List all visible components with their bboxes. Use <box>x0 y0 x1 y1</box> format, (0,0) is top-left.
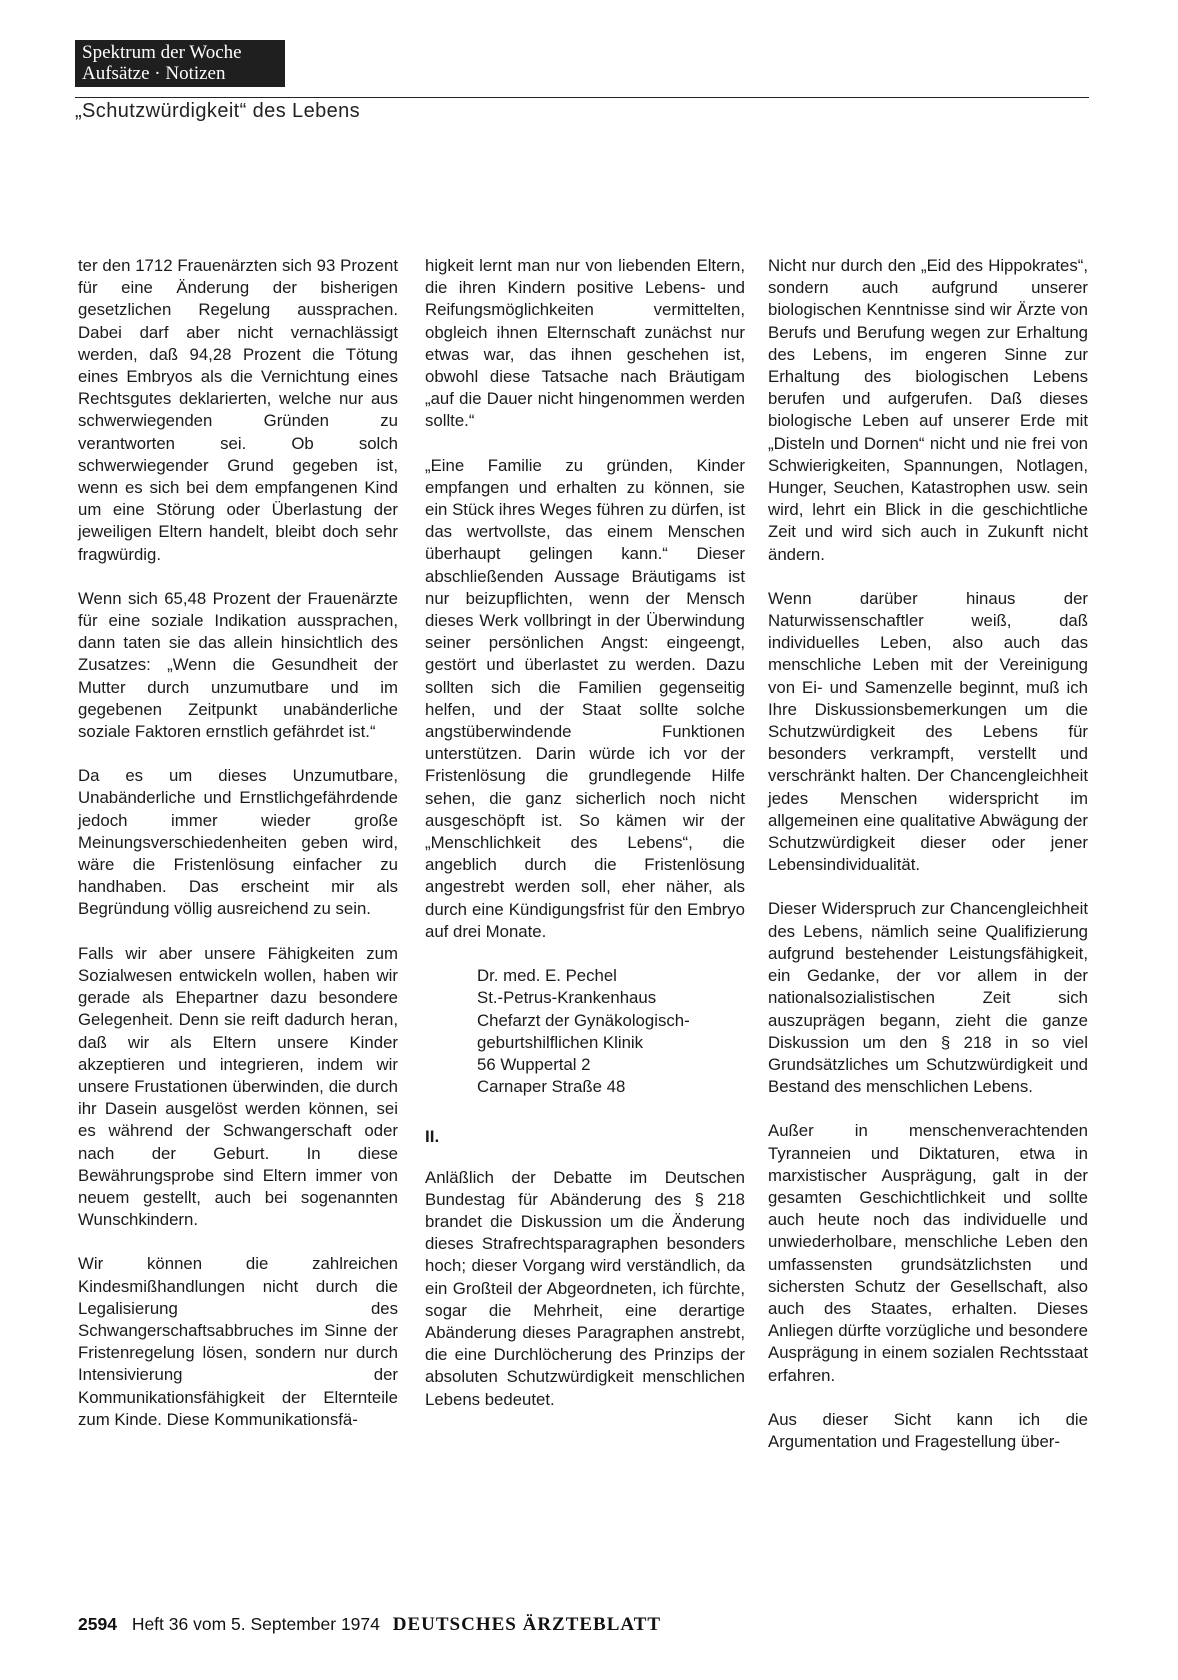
paragraph: Dieser Widerspruch zur Chancengleichheit des Lebens, nämlich seine Qualifizierung aufgrund bestehender Leistungsfähigkeit, ein Gedanke, der vor allem in der nationalsozialistischen Zeit sich auszuprägen begann, zieht die ganze Diskussion um den § 218 in so viel Grundsätzliches um Schutzwürdigkeit und Bestand des menschlichen Lebens. <box>768 899 1088 1097</box>
paragraph: Anläßlich der Debatte im Deutschen Bundestag für Abänderung des § 218 brandet die Diskussion um die Änderung dieses Strafrechtsparagraphen besonders hoch; dieser Vorgang wird verständlich, da ein Großteil der Abgeordneten, ich fürchte, sogar die Mehrheit, eine derartige Abänderung dieses Paragraphen anstrebt, die eine Durchlöcherung des Prinzips der absoluten Schutzwürdigkeit menschlichen Lebens bedeutet. <box>425 1167 745 1409</box>
paragraph: Aus dieser Sicht kann ich die Argumentation und Fragestellung über- <box>768 1409 1088 1451</box>
issue-info: Heft 36 vom 5. September 1974 <box>131 1614 380 1634</box>
article-title: „Schutzwürdigkeit“ des Lebens <box>75 100 361 122</box>
paragraph: „Eine Familie zu gründen, Kinder empfangen und erhalten zu können, sie ein Stück ihres Weges führen zu dürfen, ist das wertvollste, das einem Menschen überhaupt gelingen kann.“ Dieser abschließenden Aussage Bräutigams ist nur beizupflichten, wenn der Mensch dieses Werk vollbringt in der Überwindung seiner persönlichen Angst: eingeengt, gestört und überlastet zu werden. Dazu sollten sich die Familien gegenseitig helfen, und der Staat sollte solche angstüberwindende Funktionen unterstützen. Darin würde ich vor der Fristenlösung die grundlegende Hilfe sehen, die ganz sicherlich noch nicht ausgeschöpft ist. So kämen wir der „Menschlichkeit des Lebens“, die angeblich durch die Fristenlösung angestrebt werden soll, eher näher, als durch eine Kündigungsfrist für den Embryo auf drei Monate. <box>425 455 745 941</box>
section-label: Spektrum der Woche <box>82 42 242 63</box>
section-masthead <box>75 40 285 87</box>
paragraph: Nicht nur durch den „Eid des Hippokrates“, sondern auch aufgrund unserer biologischen Kenntnisse sind wir Ärzte von Berufs und Berufung wegen zur Erhaltung des Lebens, im engeren Sinne zur Erhaltung des biologischen Lebens berufen und aufgerufen. Daß dieses biologische Leben auf unserer Erde mit „Disteln und Dornen“ nicht und nie frei von Schwierigkeiten, Spannungen, Notlagen, Hunger, Seuchen, Katastrophen usw. sein wird, lehrt ein Blick in die geschichtliche Zeit und wird sich auch in Zukunft nicht ändern. <box>768 256 1088 564</box>
text-column-1 <box>78 255 398 1453</box>
paragraph: Wenn sich 65,48 Prozent der Frauenärzte für eine soziale Indikation aussprachen, dann taten sie das allein hinsichtlich des Zusatzes: „Wenn die Gesundheit der Mutter durch unzumutbare und im gegebenen Zeitpunkt unabänderliche soziale Faktoren ernstlich gefährdet ist.“ <box>78 588 398 742</box>
paragraph: Wir können die zahlreichen Kindesmißhandlungen nicht durch die Legalisierung des Schwangerschaftsabbruches im Sinne der Fristenregelung lösen, sondern nur durch Intensivierung der Kommunikationsfähigkeit der Elternteile zum Kinde. Diese Kommunikationsfä- <box>78 1254 398 1429</box>
section-marker: II. <box>425 1127 440 1147</box>
paragraph: Falls wir aber unsere Fähigkeiten zum Sozialwesen entwickeln wollen, haben wir gerade als Ehepartner dazu besondere Gelegenheit. Denn sie reift dadurch heran, daß wir als Eltern unsere Kinder akzeptieren und integrieren, indem wir unsere Frustationen überwinden, die durch ihr Dasein ausgelöst werden können, sei es während der Schwangerschaft oder nach der Geburt. In diese Bewährungsprobe sind Eltern immer von neuem gestellt, auch bei sogenannten Wunschkindern. <box>78 943 398 1230</box>
signature-line: geburtshilflichen Klinik <box>477 1032 644 1052</box>
paragraph: Da es um dieses Unzumutbare, Unabänderliche und Ernstlichgefährdende jedoch immer wieder große Meinungsverschiedenheiten geben wird, wäre die Fristenlösung einfacher zu handhaben. Das erscheint mir als Begründung völlig ausreichend zu sein. <box>78 766 398 919</box>
text-column-2 <box>425 255 745 1433</box>
section-sublabel: Aufsätze · Notizen <box>82 63 226 84</box>
paragraph: Wenn darüber hinaus der Naturwissenschaftler weiß, daß individuelles Leben, also auch das menschliche Leben mit der Vereinigung von Ei- und Samenzelle beginnt, muß ich Ihre Diskussionsbemerkungen um die Schutzwürdigkeit des Lebens für besonders verkrampft, verstellt und verschränkt halten. Der Chancengleichheit jedes Menschen widerspricht im allgemeinen eine qualitative Abwägung der Schutzwürdigkeit dieser oder jener Lebensindividualität. <box>768 588 1088 875</box>
signature-line: 56 Wuppertal 2 <box>477 1054 591 1074</box>
page-footer <box>78 1614 661 1636</box>
signature-line: St.-Petrus-Krankenhaus <box>477 988 657 1008</box>
signature-line: Carnaper Straße 48 <box>477 1077 626 1097</box>
paragraph: ter den 1712 Frauenärzten sich 93 Prozent für eine Änderung der bisherigen gesetzlichen Regelung aussprachen. Dabei darf aber nicht vernachlässigt werden, daß 94,28 Prozent die Tötung eines Embryos als die Vernichtung eines Rechtsgutes deklarierten, welche nur aus schwerwiegenden Gründen zu verantworten sei. Ob solch schwerwiegender Grund gegeben ist, wenn es sich bei dem empfangenen Kind um eine Störung oder Überlastung der jeweiligen Eltern handelt, bleibt doch sehr fragwürdig. <box>78 256 398 564</box>
signature-line: Dr. med. E. Pechel <box>477 966 617 986</box>
author-signature <box>477 965 745 1098</box>
journal-name: DEUTSCHES ÄRZTEBLATT <box>392 1614 662 1635</box>
signature-line: Chefarzt der Gynäkologisch- <box>477 1010 690 1030</box>
page-number: 2594 <box>78 1614 117 1634</box>
header-rule <box>75 97 1089 98</box>
text-column-3 <box>768 255 1088 1475</box>
paragraph: Außer in menschenverachtenden Tyranneien und Diktaturen, etwa in marxistischer Ausprägung, galt in der gesamten Geschichtlichkeit und sollte auch heute noch das individuelle und unwiederholbare, menschliche Leben den umfassensten grundsätzlichsten und sichersten Schutz der Gesellschaft, also auch des Staates, erhalten. Dieses Anliegen dürfte vorzügliche und besondere Ausprägung in einem sozialen Rechtsstaat erfahren. <box>768 1121 1088 1385</box>
paragraph: higkeit lernt man nur von liebenden Eltern, die ihren Kindern positive Lebens- und Reifungsmöglichkeiten vermittelten, obgleich ihnen Elternschaft zunächst nur etwas war, das ihnen geschehen ist, obwohl diese Tatsache nach Bräutigam „auf die Dauer nicht hingenommen werden sollte.“ <box>425 256 745 431</box>
